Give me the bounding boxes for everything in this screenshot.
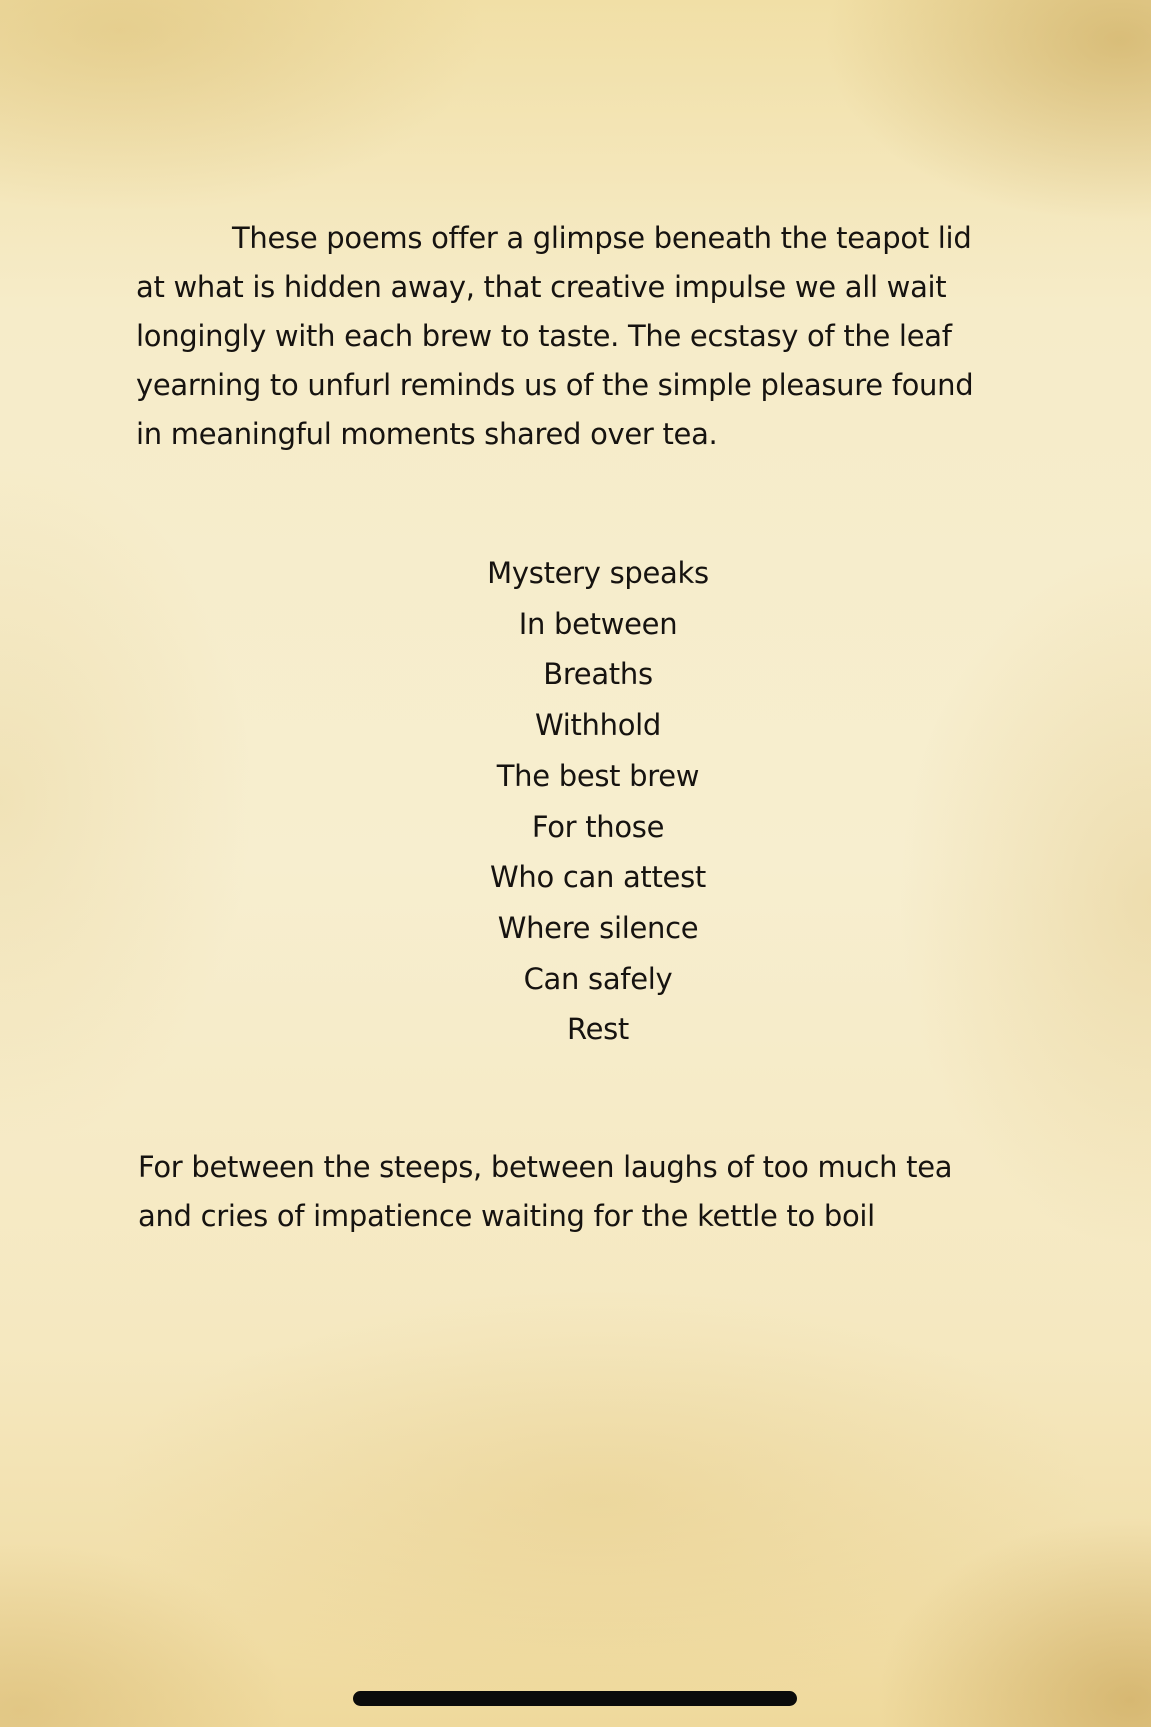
poem-line: Mystery speaks [487, 556, 709, 590]
poem-line: In between [518, 606, 678, 641]
poem-line: For those [531, 809, 665, 844]
home-indicator[interactable] [353, 1691, 797, 1706]
poem-line: Breaths [543, 657, 653, 692]
poem-line: Who can attest [490, 860, 706, 895]
poem-line: Where silence [497, 910, 699, 945]
poem-line: Withhold [534, 708, 662, 743]
closing-paragraph: For between the steeps, between laughs of too much tea and cries of impatience waiting for the kettle to boil [138, 1150, 953, 1233]
poem-line: Can safely [523, 961, 673, 996]
poem-line: Rest [567, 1012, 629, 1047]
poem-line: The best brew [496, 758, 700, 793]
poem [0, 548, 1151, 1055]
intro-paragraph: These poems offer a glimpse beneath the teapot lid at what is hidden away, that creative impulse we all wait longingly with each brew to taste. The ecstasy of the leaf yearning to unfurl reminds us of the simple pleasure found in meaningful moments shared over tea. [136, 221, 974, 451]
